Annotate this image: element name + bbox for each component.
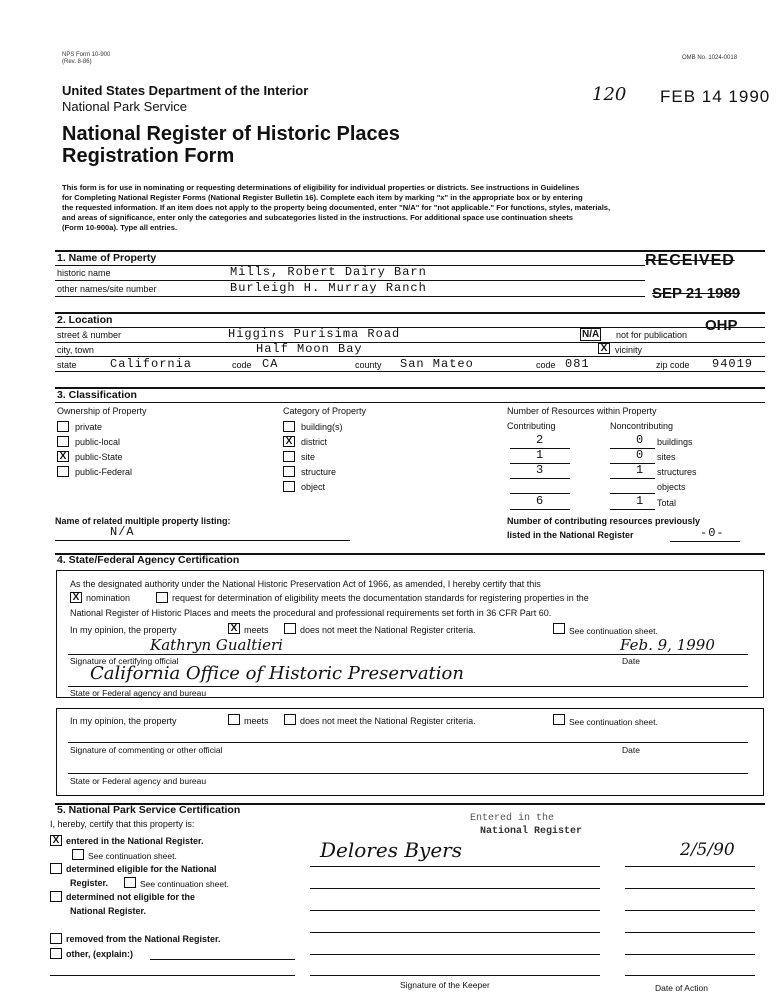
does-not-meet-checkbox-2[interactable] xyxy=(284,714,296,725)
instructions: This form is for use in nominating or requesting determinations of eligibility for individual properties or districts. See instructions in Guidelines for Completing National Register Forms (National Register Bulletin 16). Complete each item by marking "x" in the appropriate box or by entering the requested information. If an item does not apply to the property being documented, enter "N/A" for "not applicable." For functions, styles, materials, and areas of significance, enter only the categories and subcategories listed in the instructions. For additional space use continuation sheets (Form 10-900a). Type all entries. xyxy=(62,183,611,232)
structure-checkbox[interactable] xyxy=(283,466,295,477)
continuation-label: See continuation sheet. xyxy=(569,626,658,636)
contrib-buildings: 2 xyxy=(536,433,545,447)
other-names-value: Burleigh H. Murray Ranch xyxy=(230,281,427,295)
does-not-meet-label-2: does not meet the National Register criteria. xyxy=(300,716,476,726)
meets-label: meets xyxy=(244,625,269,635)
does-not-meet-checkbox[interactable] xyxy=(284,623,296,634)
agency-label: State or Federal agency and bureau xyxy=(70,688,207,698)
sites-row-label: sites xyxy=(657,452,676,462)
not-for-publication-label: not for publication xyxy=(616,330,688,340)
continuation-checkbox-2[interactable] xyxy=(553,714,565,725)
previously-listed-label-2: listed in the National Register xyxy=(507,530,634,540)
certifying-signature-label: Signature of certifying official xyxy=(70,656,179,666)
public-state-checkbox[interactable]: X xyxy=(57,451,69,462)
contrib-sites: 1 xyxy=(536,448,545,462)
continuation-checkbox-3[interactable] xyxy=(72,849,84,860)
site-checkbox[interactable] xyxy=(283,451,295,462)
section-3-heading: 3. Classification xyxy=(57,389,137,401)
entered-checkbox[interactable]: X xyxy=(50,835,62,846)
continuation-checkbox[interactable] xyxy=(553,623,565,634)
sep-stamp: SEP 21 1989 xyxy=(652,285,741,302)
request-checkbox[interactable] xyxy=(156,592,168,603)
noncontributing-header: Noncontributing xyxy=(610,421,674,431)
certify-line-1: As the designated authority under the National Historic Preservation Act of 1966, as amended, I hereby certify that this xyxy=(70,579,541,589)
form-number: NPS Form 10-900 xyxy=(62,52,111,58)
ohp-stamp: OHP xyxy=(705,317,738,334)
buildings-cat-label: building(s) xyxy=(301,422,343,432)
nps-intro: I, hereby, certify that this property is: xyxy=(50,819,195,829)
noncontrib-buildings: 0 xyxy=(636,433,645,447)
certifying-date: Feb. 9, 1990 xyxy=(620,636,715,654)
county-label: county xyxy=(355,360,382,370)
determined-eligible-checkbox[interactable] xyxy=(50,863,62,874)
noncontrib-total: 1 xyxy=(636,494,645,508)
keeper-date: 2/5/90 xyxy=(680,840,735,860)
state-value: California xyxy=(110,357,193,371)
state-label: state xyxy=(57,360,77,370)
structure-label: structure xyxy=(301,467,337,477)
section-4-heading: 4. State/Federal Agency Certification xyxy=(57,554,240,566)
objects-row-label: objects xyxy=(657,482,686,492)
private-checkbox[interactable] xyxy=(57,421,69,432)
removed-label: removed from the National Register. xyxy=(66,934,221,944)
total-row-label: Total xyxy=(657,498,677,508)
handwritten-number: 120 xyxy=(592,84,627,105)
page-title: National Register of Historic Places xyxy=(62,123,400,145)
section-2-heading: 2. Location xyxy=(57,314,113,326)
opinion-label-2: In my opinion, the property xyxy=(70,716,177,726)
department: United States Department of the Interior xyxy=(62,83,309,98)
structures-row-label: structures xyxy=(657,467,697,477)
vicinity-label: vicinity xyxy=(615,345,643,355)
noncontrib-structures: 1 xyxy=(636,463,645,477)
district-checkbox[interactable]: X xyxy=(283,436,295,447)
other-label: other, (explain:) xyxy=(66,949,134,959)
site-label: site xyxy=(301,452,316,462)
entered-stamp-line-2: National Register xyxy=(480,826,583,837)
received-date-stamp: FEB 14 1990 xyxy=(660,87,771,106)
buildings-row-label: buildings xyxy=(657,437,693,447)
historic-name-label: historic name xyxy=(57,268,111,278)
resources-label: Number of Resources within Property xyxy=(507,406,657,416)
public-state-label: public-State xyxy=(75,452,123,462)
vicinity-checkbox[interactable]: X xyxy=(598,343,610,354)
county-code-label: code xyxy=(536,360,556,370)
zip-value: 94019 xyxy=(712,357,754,371)
agency-label-2: State or Federal agency and bureau xyxy=(70,776,207,786)
state-code-value: CA xyxy=(262,357,279,371)
private-label: private xyxy=(75,422,103,432)
contrib-structures: 3 xyxy=(536,463,545,477)
category-label: Category of Property xyxy=(283,406,367,416)
meets-checkbox-2[interactable] xyxy=(228,714,240,725)
previously-listed-label-1: Number of contributing resources previously xyxy=(507,516,701,526)
street-value: Higgins Purisima Road xyxy=(228,327,401,341)
not-for-publication-mark: N/A xyxy=(582,329,600,340)
not-eligible-checkbox[interactable] xyxy=(50,891,62,902)
district-label: district xyxy=(301,437,328,447)
received-stamp: RECEIVED xyxy=(645,252,735,269)
determined-eligible-label: determined eligible for the National xyxy=(66,864,217,874)
omb-number: OMB No. 1024-0018 xyxy=(682,55,738,61)
certify-line-3: National Register of Historic Places and meets the procedural and professional requirements set forth in 36 CFR Part 60. xyxy=(70,608,552,618)
commenting-signature-label: Signature of commenting or other official xyxy=(70,745,223,755)
continuation-checkbox-4[interactable] xyxy=(124,877,136,888)
object-label: object xyxy=(301,482,326,492)
county-code-value: 081 xyxy=(565,357,590,371)
does-not-meet-label: does not meet the National Register criteria. xyxy=(300,625,476,635)
public-local-checkbox[interactable] xyxy=(57,436,69,447)
state-code-label: code xyxy=(232,360,252,370)
multiple-listing-value: N/A xyxy=(110,525,135,539)
commenting-date-label: Date xyxy=(622,745,640,755)
zip-label: zip code xyxy=(656,360,690,370)
nomination-label: nomination xyxy=(86,593,131,603)
nomination-checkbox[interactable]: X xyxy=(70,592,82,603)
section-1-heading: 1. Name of Property xyxy=(57,252,157,264)
form-revision: (Rev. 8-86) xyxy=(62,59,92,65)
public-federal-label: public-Federal xyxy=(75,467,133,477)
historic-name-value: Mills, Robert Dairy Barn xyxy=(230,265,427,279)
previously-listed-value: -0- xyxy=(700,526,725,540)
object-checkbox[interactable] xyxy=(283,481,295,492)
certifying-date-label: Date xyxy=(622,656,640,666)
continuation-label-2: See continuation sheet. xyxy=(569,717,658,727)
entered-stamp-line-1: Entered in the xyxy=(470,813,555,824)
public-federal-checkbox[interactable] xyxy=(57,466,69,477)
contributing-header: Contributing xyxy=(507,421,556,431)
public-local-label: public-local xyxy=(75,437,121,447)
street-label: street & number xyxy=(57,330,122,340)
agency: National Park Service xyxy=(62,99,187,114)
multiple-listing-label: Name of related multiple property listing: xyxy=(55,516,231,526)
contrib-total: 6 xyxy=(536,494,545,508)
buildings-checkbox[interactable] xyxy=(283,421,295,432)
certifying-signature: Kathryn Gualtieri xyxy=(150,636,283,654)
removed-checkbox[interactable] xyxy=(50,933,62,944)
not-eligible-register-label: National Register. xyxy=(70,906,147,916)
city-value: Half Moon Bay xyxy=(256,342,363,356)
request-label: request for determination of eligibility meets the documentation standards for registering properties in the xyxy=(172,593,589,603)
meets-label-2: meets xyxy=(244,716,269,726)
register-label: Register. xyxy=(70,878,109,888)
entered-label: entered in the National Register. xyxy=(66,836,204,846)
not-eligible-label: determined not eligible for the xyxy=(66,892,196,902)
other-names-label: other names/site number xyxy=(57,284,157,294)
ownership-label: Ownership of Property xyxy=(57,406,147,416)
date-of-action-label: Date of Action xyxy=(655,983,708,993)
opinion-label: In my opinion, the property xyxy=(70,625,177,635)
continuation-label-4: See continuation sheet. xyxy=(140,879,229,889)
meets-checkbox[interactable]: X xyxy=(228,623,240,634)
keeper-signature-label: Signature of the Keeper xyxy=(400,980,490,990)
city-label: city, town xyxy=(57,345,94,355)
agency-handwritten: California Office of Historic Preservation xyxy=(90,663,464,684)
noncontrib-sites: 0 xyxy=(636,448,645,462)
other-checkbox[interactable] xyxy=(50,948,62,959)
page-subtitle: Registration Form xyxy=(62,145,235,167)
county-value: San Mateo xyxy=(400,357,474,371)
continuation-label-3: See continuation sheet. xyxy=(88,851,177,861)
section-5-heading: 5. National Park Service Certification xyxy=(57,804,241,816)
keeper-signature: Delores Byers xyxy=(320,838,462,862)
